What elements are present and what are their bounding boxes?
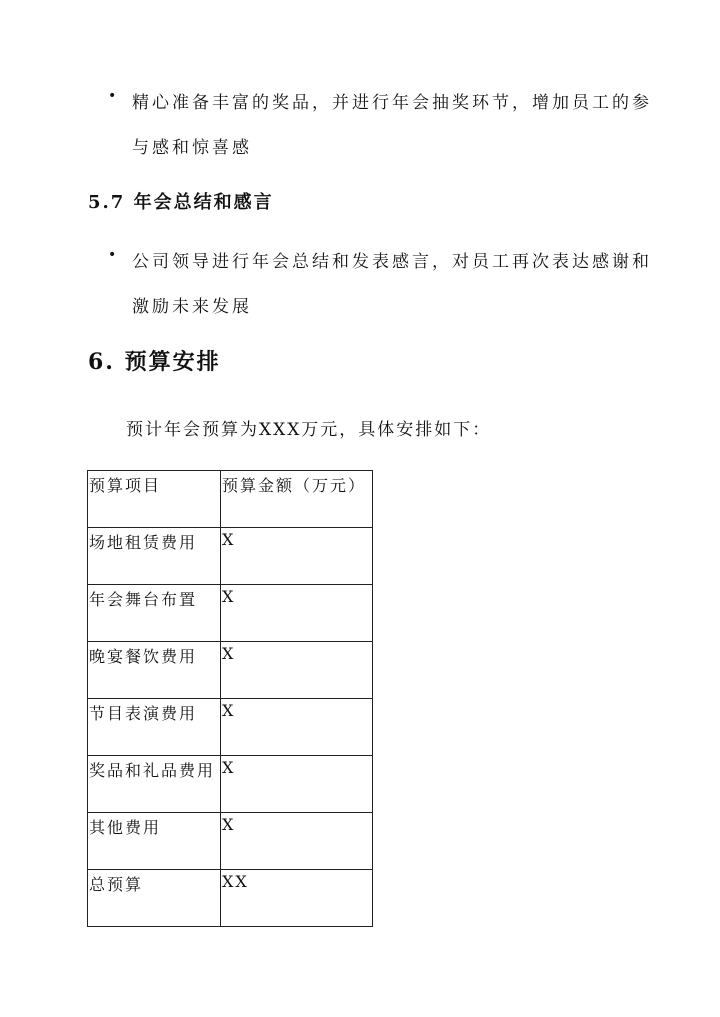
table-cell-amount: X (221, 528, 373, 585)
table-cell-amount: X (221, 756, 373, 813)
table-row-total (88, 870, 373, 927)
table-cell-amount: XX (221, 870, 373, 927)
table-row (88, 528, 373, 585)
table-cell-amount: X (221, 813, 373, 870)
budget-intro-paragraph: 预计年会预算为XXX万元，具体安排如下： (126, 420, 492, 440)
table-cell-item: 其他费用 (88, 813, 221, 870)
table-cell-item: 晚宴餐饮费用 (88, 642, 221, 699)
table-cell-amount: X (221, 642, 373, 699)
section-heading-5-7: 5.7 年会总结和感言 (88, 192, 274, 213)
bullet-text-line-2: 与感和惊喜感 (132, 138, 252, 158)
table-row (88, 756, 373, 813)
table-row (88, 642, 373, 699)
table-cell-item: 年会舞台布置 (88, 585, 221, 642)
section-heading-6: 6. 预算安排 (88, 349, 221, 375)
bullet-text-line-1: 精心准备丰富的奖品，并进行年会抽奖环节，增加员工的参 (132, 93, 652, 113)
bullet-text-line-2: 激励未来发展 (132, 297, 252, 317)
table-cell-amount: X (221, 699, 373, 756)
bullet-dot: • (108, 247, 120, 263)
column-header-item: 预算项目 (88, 471, 221, 528)
budget-table (87, 470, 373, 927)
table-header-row (88, 471, 373, 528)
table-cell-item: 场地租赁费用 (88, 528, 221, 585)
bullet-dot: • (108, 88, 120, 104)
table-row (88, 813, 373, 870)
table-cell-item: 奖品和礼品费用 (88, 756, 221, 813)
table-cell-item: 节目表演费用 (88, 699, 221, 756)
table-cell-item: 总预算 (88, 870, 221, 927)
table-row (88, 699, 373, 756)
column-header-amount: 预算金额（万元） (221, 471, 373, 528)
bullet-text-line-1: 公司领导进行年会总结和发表感言，对员工再次表达感谢和 (132, 252, 652, 272)
table-row (88, 585, 373, 642)
table-cell-amount: X (221, 585, 373, 642)
